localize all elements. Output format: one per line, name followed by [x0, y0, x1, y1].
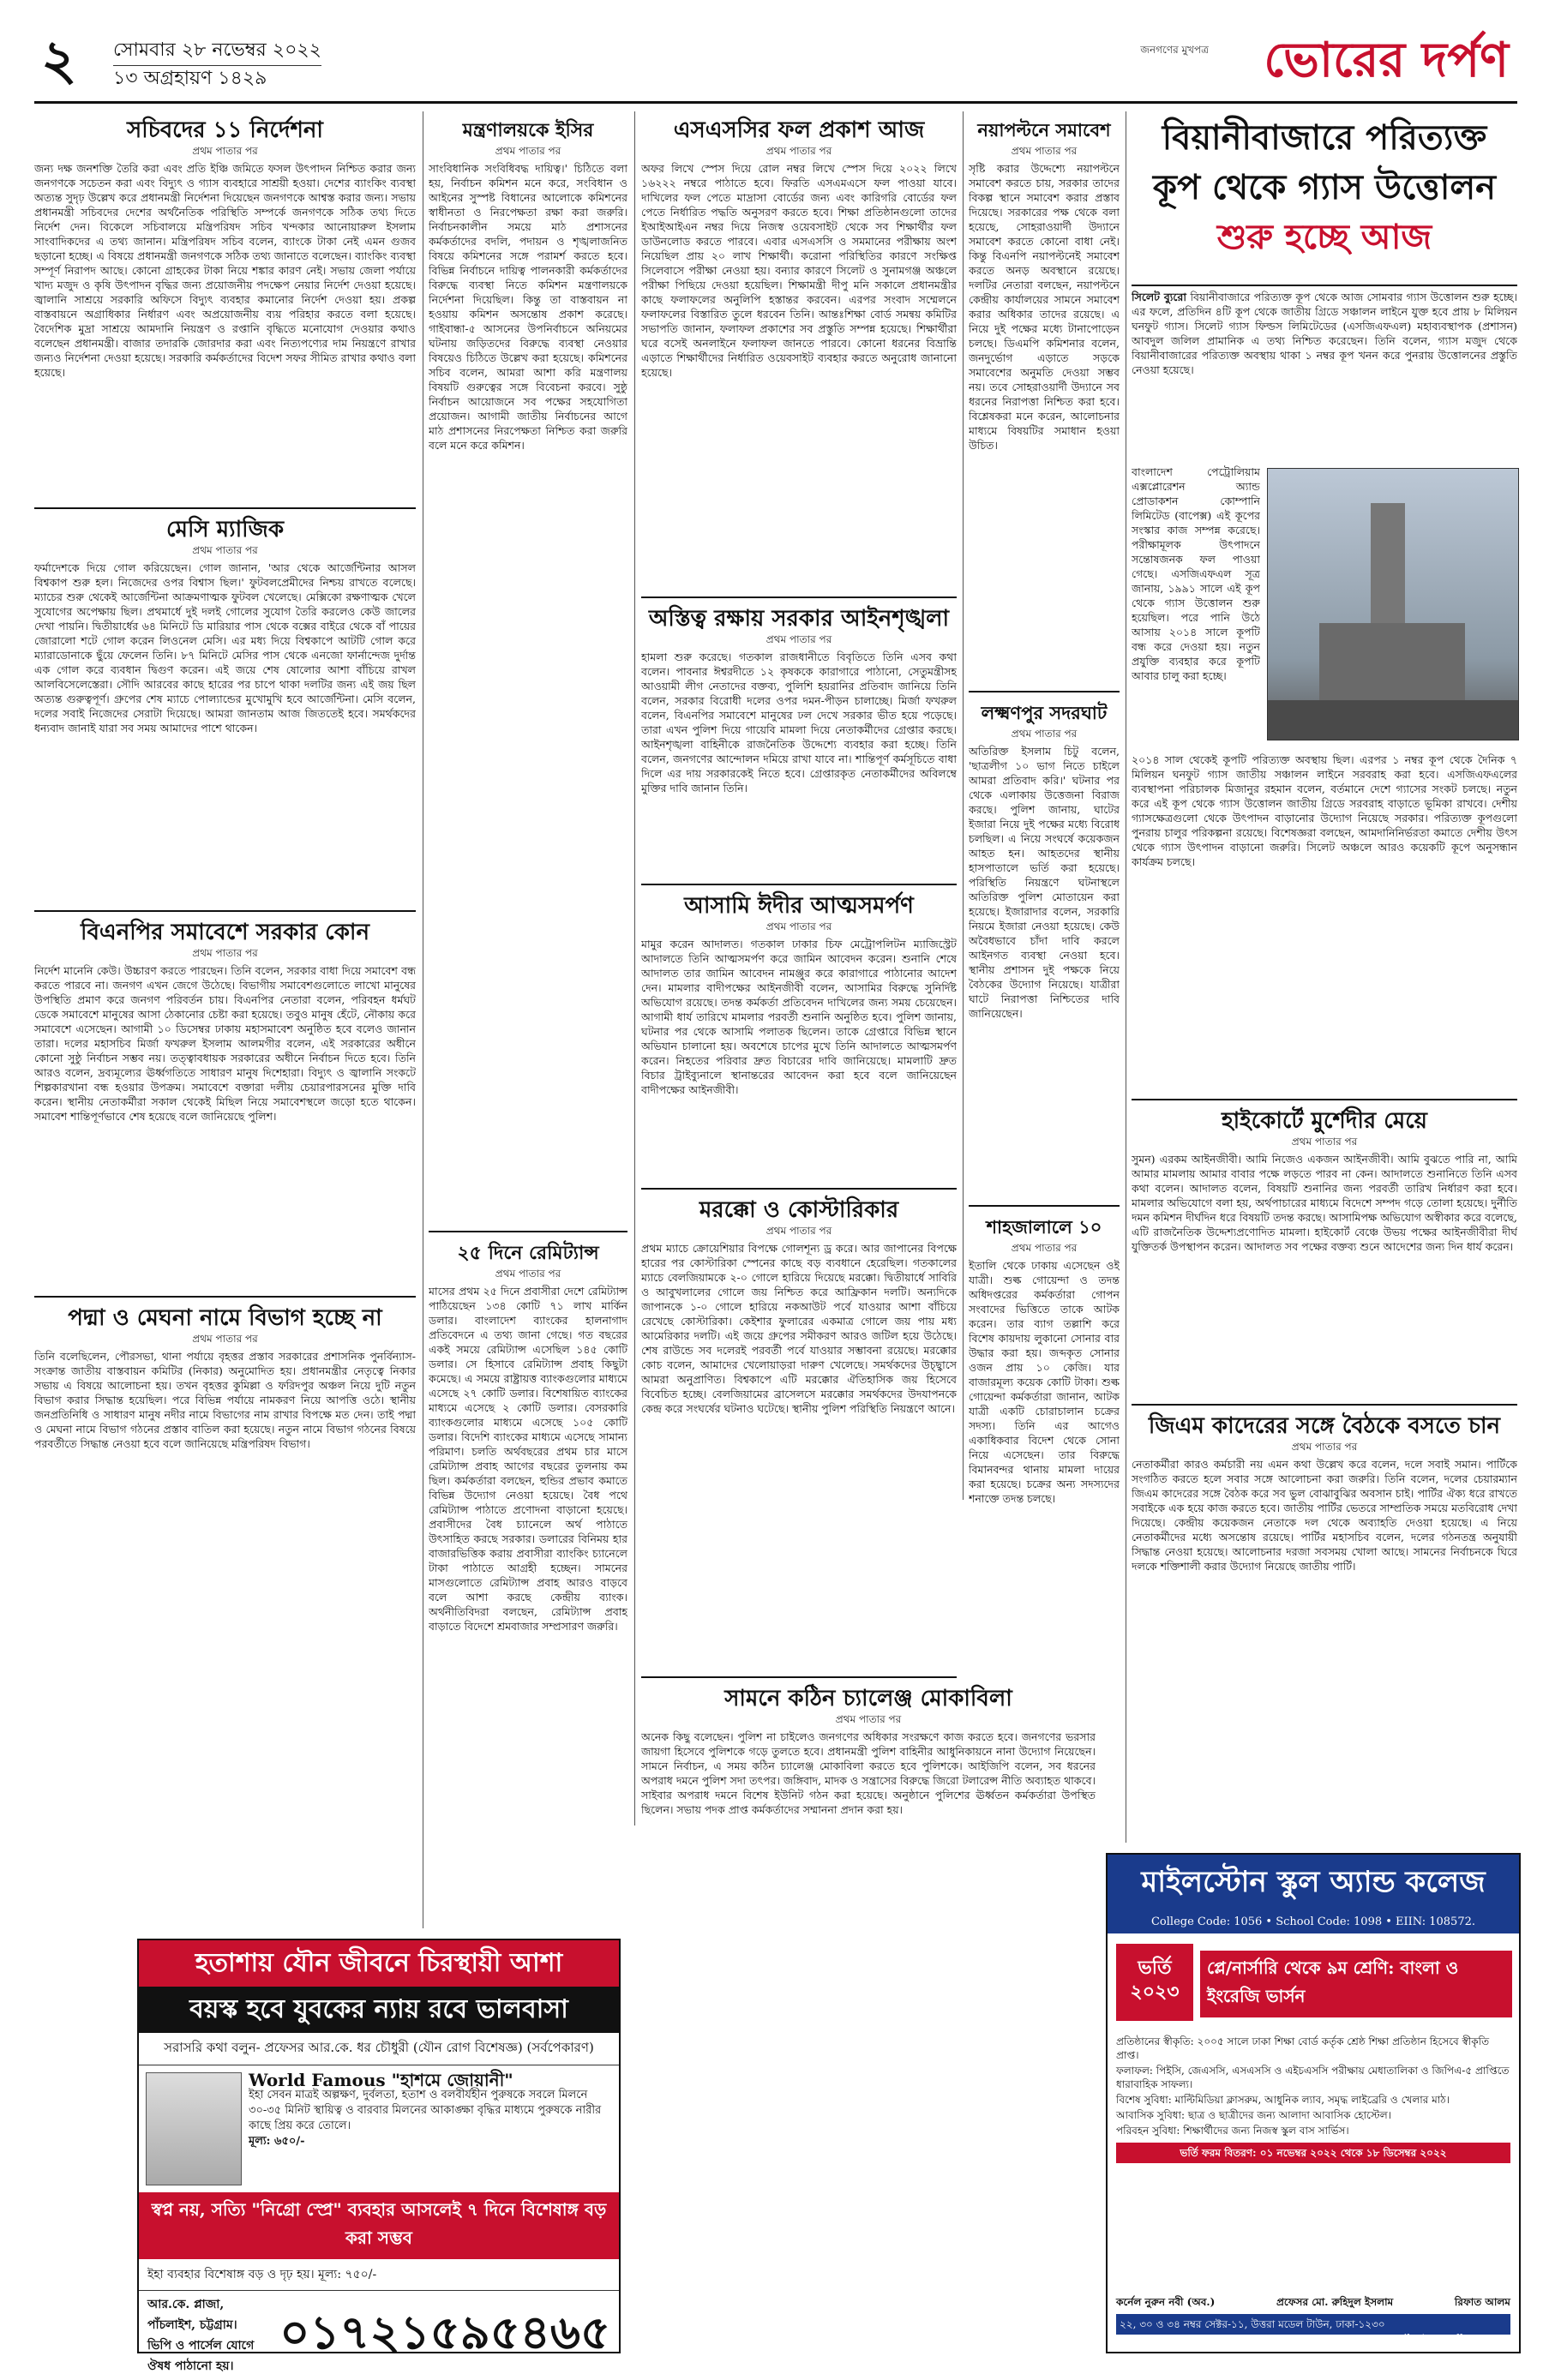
badge-line-1: ভর্তি: [1138, 1957, 1172, 1979]
section-rule: [969, 1205, 1120, 1207]
continued-label: প্রথম পাতার পর: [1291, 1136, 1358, 1148]
continued-label: প্রথম পাতার পর: [495, 1268, 561, 1280]
continued-label: প্রথম পাতার পর: [765, 145, 832, 157]
article-body: মাসের প্রথম ২৫ দিনে প্রবাসীরা দেশে রেমিট্যান্স পাঠিয়েছেন ১৩৪ কোটি ৭১ লাখ মার্কিন ডলার। বাংলাদেশ ব্যাংকের হালনাগাদ প্রতিবেদনে এ তথ্য জানা গেছে। গত বছরের একই সময়ে রেমিট্যান্স এসেছিল ১৪৫ কোটি ডলার। সে হিসাবে রেমিট্যান্স প্রবাহ কিছুটা কমেছে। এ সময়ে রাষ্ট্রায়ত্ত ব্যাংকগুলোর মাধ্যমে এসেছে ২৭ কোটি ডলার। বিশেষায়িত ব্যাংকের মাধ্যমে এসেছে ২ কোটি ডলার। বেসরকারি ব্যাংকগুলোর মাধ্যমে এসেছে ১০৫ কোটি ডলার। বিদেশি ব্যাংকের মাধ্যমে এসেছে সামান্য পরিমাণ। চলতি অর্থবছরের প্রথম চার মাসে রেমিট্যান্স প্রবাহ আগের বছরের তুলনায় কম ছিল। কর্মকর্তারা বলছেন, হুন্ডির প্রভাব কমাতে বিভিন্ন উদ্যোগ নেওয়া হয়েছে। বৈধ পথে রেমিট্যান্স পাঠাতে প্রণোদনা বাড়ানো হয়েছে। প্রবাসীদের বৈধ চ্যানেলে অর্থ পাঠাতে উৎসাহিত করছে সরকার। ডলারের বিনিময় হার বাজারভিত্তিক করায় প্রবাসীরা ব্যাংকিং চ্যানেলে টাকা পাঠাতে আগ্রহী হচ্ছেন। সামনের মাসগুলোতে রেমিট্যান্স প্রবাহ আরও বাড়বে বলে আশা করছে কেন্দ্রীয় ব্যাংক। অর্থনীতিবিদরা বলছেন, রেমিট্যান্স প্রবাহ বাড়াতে বিদেশে শ্রমবাজার সম্প্রসারণ জরুরি।: [429, 1285, 627, 1633]
ad-price: মূল্য: ৬৫০/-: [249, 2135, 305, 2148]
column-divider: [963, 111, 964, 1500]
headline: আসামি ঈদীর আত্মসমর্পণ: [684, 893, 914, 919]
continued-label: প্রথম পাতার পর: [192, 145, 258, 157]
article-existence: [641, 602, 957, 880]
section-rule: [34, 507, 416, 509]
headline: শাহজালালে ১০: [986, 1216, 1102, 1238]
headline: হাইকোর্টে মুর্শেদীর মেয়ে: [1221, 1108, 1428, 1134]
article-jimmy: [1132, 1409, 1517, 1842]
article-morocco: [641, 1193, 957, 1673]
article-murshed: [1132, 1104, 1517, 1400]
school-points: [1116, 2035, 1510, 2165]
article-body: বিয়ানীবাজারে পরিত্যক্ত কূপ থেকে আজ সোমবার গ্যাস উত্তোলন শুরু হচ্ছে। এর ফলে, প্রতিদিন ৪টি কূপ থেকে জাতীয় গ্রিডে সঞ্চালন লাইনে যুক্ত হবে প্রায় ৮ মিলিয়ন ঘনফুট গ্যাস। সিলেট গ্যাস ফিল্ডস লিমিটেডের (এসজিএফএল) মহাব্যবস্থাপক (প্রশাসন) আবদুল জলিল প্রামানিক এ তথ্য নিশ্চিত করেছেন। তিনি বলেন, গ্যাস মজুদ থেকে বিয়ানীবাজারের পরিত্যক্ত অবস্থায় থাকা ১ নম্বর কূপ খনন করে পুনরায় উত্তোলনের প্রস্তুতি নেওয়া হয়েছে।: [1132, 291, 1517, 376]
article-gas-side: [1132, 465, 1260, 747]
column-divider: [634, 111, 635, 1825]
section-rule: [34, 1296, 416, 1298]
lead-headline-block: [1132, 113, 1517, 286]
article-secretaries: [34, 113, 416, 503]
school-point: বিশেষ সুবিধা: মাল্টিমিডিয়া ক্লাসরুম, আধুনিক ল্যাব, সমৃদ্ধ লাইব্রেরি ও খেলার মাঠ।: [1116, 2094, 1450, 2106]
article-body: বাংলাদেশ পেট্রোলিয়াম এক্সপ্লোরেশন অ্যান্ড প্রোডাকশন কোম্পানি লিমিটেড (বাপেক্স) এই কূপের সংস্কার কাজ সম্পন্ন করেছে। পরীক্ষামূলক উৎপাদনে সন্তোষজনক ফল পাওয়া গেছে। এসজিএফএল সূত্র জানায়, ১৯৯১ সালে এই কূপ থেকে গ্যাস উত্তোলন শুরু হয়েছিল। পরে পানি উঠে আসায় ২০১৪ সালে কূপটি বন্ধ করে দেওয়া হয়। নতুন প্রযুক্তি ব্যবহার করে কূপটি আবার চালু করা হচ্ছে।: [1132, 465, 1260, 682]
continued-label: প্রথম পাতার পর: [192, 544, 258, 556]
section-rule: [1132, 1404, 1517, 1406]
headline: পদ্মা ও মেঘনা নামে বিভাগ হচ্ছে না: [68, 1305, 382, 1331]
headline: অস্তিত্ব রক্ষায় সরকার আইনশৃঙ্খলা: [648, 606, 950, 632]
school-address: [1116, 2314, 1510, 2344]
article-body: প্রথম ম্যাচে ক্রোয়েশিয়ার বিপক্ষে গোলশূন্য ড্র করে। আর জাপানের বিপক্ষে হারের পর কোস্টারিকা স্পেনের কাছে বড় ব্যবধানে হেরেছিল। গতকালের ম্যাচে বেলজিয়ামকে ২-০ গোলে হারিয়ে দিয়েছে মরক্কো। দ্বিতীয়ার্ধে সাবিরি ও আবুখলালের গোলে জয় নিশ্চিত করে আফ্রিকান দলটি। অন্যদিকে জাপানকে ১-০ গোলে হারিয়ে নকআউট পর্বে যাওয়ার আশা বাঁচিয়ে রেখেছে কোস্টারিকা। কেইশার ফুলারের একমাত্র গোলে জয় পায় মধ্য আমেরিকার দলটি। এই জয়ে গ্রুপের সমীকরণ আরও জটিল হয়ে উঠেছে। শেষ রাউন্ডে সব দলেরই পরবর্তী পর্বে যাওয়ার সম্ভাবনা রয়েছে। মরক্কোর কোচ বলেন, আমাদের খেলোয়াড়রা দারুণ খেলেছে। সমর্থকদের উচ্ছ্বাসে আমরা অনুপ্রাণিত। বিশ্বকাপে এটি মরক্কোর ঐতিহাসিক জয় হিসেবে বিবেচিত হচ্ছে। বেলজিয়ামের ব্রাসেলসে মরক্কোর সমর্থকদের উদযাপনকে কেন্দ্র করে সংঘর্ষের ঘটনাও ঘটেছে। স্থানীয় পুলিশ পরিস্থিতি নিয়ন্ত্রণে আনে।: [641, 1242, 957, 1415]
school-codes: College Code: 1056 • School Code: 1098 • EIIN: 108572.: [1108, 1914, 1519, 1933]
ad-address: আর.কে. প্লাজা, পাঁচলাইশ, চট্টগ্রাম।: [147, 2298, 237, 2332]
section-rule: [969, 691, 1120, 692]
program-banner: প্লে/নার্সারি থেকে ৯ম শ্রেণি: বাংলা ও ইংরেজি ভার্সন: [1200, 1951, 1512, 2017]
article-body: জন্য দক্ষ জনশক্তি তৈরি করা এবং প্রতি ইঞ্চি জমিতে ফসল উৎপাদন নিশ্চিত করার জন্য জনগণকে সচেতন করা এবং বিদ্যুৎ ও গ্যাস ব্যবহারে সাশ্রয়ী হওয়া। দেশের ব্যাংকিং ব্যবস্থা অত্যন্ত সুদৃঢ় উল্লেখ করে প্রধানমন্ত্রী নির্দেশনা দিয়েছেন জনগণকে আশ্বস্ত করার জন্য। সভায় প্রধানমন্ত্রী সচিবদের দেশের অর্থনৈতিক পরিস্থিতি সম্পর্কে জনগণকে সঠিক তথ্য দিতে নির্দেশ দেন। বিকেলে সচিবালয়ে মন্ত্রিপরিষদ সচিব খন্দকার আনোয়ারুল ইসলাম সাংবাদিকদের এ তথ্য জানান। মন্ত্রিপরিষদ সচিব বলেন, ব্যাংকে টাকা নেই এমন গুজব ছড়ানো হচ্ছে। এ বিষয়ে প্রধানমন্ত্রী জনগণকে সঠিক তথ্য জানাতে বলেছেন। ব্যাংকিং ব্যবস্থা সম্পূর্ণ নিরাপদ আছে। কোনো গ্রাহকের টাকা নিয়ে শঙ্কার কারণ নেই। সভায় জেলা পর্যায়ে খাদ্য মজুদ ও কৃষি উৎপাদন বৃদ্ধির জন্য প্রয়োজনীয় পদক্ষেপ নেয়ার নির্দেশ দেওয়া হয়েছে। জ্বালানি সাশ্রয়ে সরকারি অফিসে বিদ্যুৎ ব্যবহার কমানোর নির্দেশ দেওয়া হয়। প্রকল্প বাস্তবায়নে অগ্রাধিকার নির্ধারণ এবং অপ্রয়োজনীয় ব্যয় পরিহার করতে বলা হয়েছে। বৈদেশিক মুদ্রা সাশ্রয়ে আমদানি নিয়ন্ত্রণ ও রপ্তানি বৃদ্ধিতে মনোযোগ দেওয়ার কথাও বলেছেন প্রধানমন্ত্রী। বাজার তদারকি জোরদার করা এবং নিত্যপণ্যের দাম নিয়ন্ত্রণে রাখার জন্যও নির্দেশনা দেওয়া হয়েছে। সরকারি কর্মকর্তাদের বিদেশ সফর সীমিত রাখার কথাও বলা হয়েছে।: [34, 162, 416, 379]
ad-product-desc: ইহা সেবন মাত্রই অল্পক্ষণ, দুর্বলতা, হতাশ ও বলবীর্যহীন পুরুষকে সবলে মিলনে ৩০-৩৫ মিনিট স্থায়িত্ব ও বারবার মিলনের আকাঙ্ক্ষা বৃদ্ধির মাধ্যমে পুরুষকে নারীর কাছে প্রিয় করে তোলে।: [249, 2089, 602, 2132]
article-messi: [34, 513, 416, 907]
section-rule: [34, 910, 416, 912]
section-rule: [641, 596, 957, 598]
section-rule: [1132, 1099, 1517, 1100]
article-asami: [641, 889, 957, 1184]
ad-address-block: [147, 2294, 271, 2377]
headline: মরক্কো ও কোস্টারিকার: [699, 1197, 899, 1223]
headline: লক্ষ্মণপুর সদরঘাট: [981, 702, 1108, 723]
badge-line-2: ২০২৩: [1130, 1981, 1180, 2003]
article-padma: [34, 1301, 416, 1558]
article-body: অফর লিখে স্পেস দিয়ে রোল নম্বর লিখে স্পেস দিয়ে ২০২২ লিখে ১৬২২২ নম্বরে পাঠাতে হবে। ফিরতি এসএমএসে ফল পাওয়া যাবে। দাখিলের ফল পেতে মাদ্রাসা বোর্ডের জন্য এবং কারিগরি বোর্ডের ফল পেতে নির্ধারিত পদ্ধতি অনুসরণ করতে হবে। শিক্ষা প্রতিষ্ঠানগুলো তাদের ইআইআইএন নম্বর দিয়ে নিজস্ব ওয়েবসাইট থেকে সব শিক্ষার্থীর ফল ডাউনলোড করতে পারবে। এবার এসএসসি ও সমমানের পরীক্ষায় অংশ নিয়েছিল প্রায় ২০ লাখ শিক্ষার্থী। করোনা পরিস্থিতির কারণে সংক্ষিপ্ত সিলেবাসে পরীক্ষা নেওয়া হয়। বন্যার কারণে সিলেট ও সুনামগঞ্জ অঞ্চলে পরীক্ষা পিছিয়ে দেওয়া হয়েছিল। শিক্ষামন্ত্রী দীপু মনি সকালে প্রধানমন্ত্রীর কাছে ফলাফলের অনুলিপি হস্তান্তর করবেন। এরপর সংবাদ সম্মেলনে ফলাফলের বিস্তারিত তুলে ধরবেন তিনি। আন্তঃশিক্ষা বোর্ড সমন্বয় কমিটির সভাপতি জানান, ফলাফল প্রকাশের সব প্রস্তুতি সম্পন্ন হয়েছে। শিক্ষার্থীরা ঘরে বসেই অনলাইনে ফলাফল জানতে পারবে। কোনো ধরনের বিভ্রান্তি এড়াতে শিক্ষার্থীদের নির্ধারিত ওয়েবসাইট ব্যবহার করতে অনুরোধ জানানো হয়েছে।: [641, 162, 957, 379]
school-footer: [1116, 2295, 1510, 2345]
plant-shape: [1319, 623, 1465, 700]
ad-headline-2: বয়স্ক হবে যুবকের ন্যায় রবে ভালবাসা: [139, 1987, 619, 2033]
article-laxmipur: [969, 696, 1120, 1202]
headline: নয়াপল্টনে সমাবেশ: [977, 119, 1111, 141]
article-body: হামলা শুরু করেছে। গতকাল রাজধানীতে বিবৃতিতে তিনি এসব কথা বলেন। পাবনার ঈশ্বরদীতে ১২ কৃষককে কারাগারে পাঠানো, সেতুমন্ত্রীসহ আওয়ামী লীগ নেতাদের বক্তব্য, পুলিশি হয়রানির প্রতিবাদ জানিয়ে তিনি বলেন, সরকার বিরোধী দলের ওপর দমন-পীড়ন চালাচ্ছে। মির্জা ফখরুল বলেন, বিএনপির সমাবেশে মানুষের ঢল দেখে সরকার ভীত হয়ে পড়েছে। তারা এখন পুলিশ দিয়ে গায়েবি মামলা দিয়ে নেতাকর্মীদের গ্রেপ্তার করছে। আইনশৃঙ্খলা বাহিনীকে রাজনৈতিক উদ্দেশ্যে ব্যবহার করা হচ্ছে। তিনি বলেন, জনগণের আন্দোলন দমিয়ে রাখা যাবে না। শান্তিপূর্ণ কর্মসূচিতে বাধা দিলে এর দায় সরকারকেই নিতে হবে। গ্রেপ্তারকৃত নেতাকর্মীদের অবিলম্বে মুক্তির দাবি জানান তিনি।: [641, 650, 957, 794]
admission-badge: [1116, 1944, 1193, 2021]
article-rally: [969, 113, 1120, 687]
ad-band: স্বপ্ন নয়, সত্যি "নিগ্রো স্প্রে" ব্যবহার আসলেই ৭ দিনে বিশেষাঙ্গ বড় করা সম্ভব: [139, 2192, 619, 2259]
article-body: তিনি বলেছিলেন, পৌরসভা, থানা পর্যায়ে বৃহত্তর প্রস্তাব সরকারের প্রশাসনিক পুনর্বিন্যাস-সংক্রান্ত জাতীয় বাস্তবায়ন কমিটির (নিকার) অনুমোদিত হয়। প্রধানমন্ত্রীর নেতৃত্বে নিকার সভায় এ বিষয়ে আলোচনা হয়। তখন বৃহত্তর কুমিল্লা ও ফরিদপুর অঞ্চল নিয়ে দুটি নতুন বিভাগ করার সিদ্ধান্ত হয়েছিল। পরে বিভিন্ন পর্যায়ে নামকরণ নিয়ে আপত্তি ওঠে। স্থানীয় জনপ্রতিনিধি ও সাধারণ মানুষ নদীর নামে বিভাগের নাম রাখার বিপক্ষে মত দেন। তাই পদ্মা ও মেঘনা নামে বিভাগ গঠনের প্রস্তাব বাতিল করা হয়েছে। নতুন নামে বিভাগ গঠনের বিষয়ে পরবর্তীতে সিদ্ধান্ত নেওয়া হবে বলে জানিয়েছে মন্ত্রিপরিষদ বিভাগ।: [34, 1350, 416, 1450]
headline: মন্ত্রণালয়কে ইসির: [462, 119, 594, 141]
article-ssc-result: [641, 113, 957, 593]
contacts-row: [1116, 2295, 1510, 2309]
date-bengali: ১৩ অগ্রহায়ণ ১৪২৯: [113, 68, 267, 89]
headline: মেসি ম্যাজিক: [165, 517, 285, 543]
article-body: সৃষ্টি করার উদ্দেশ্যে নয়াপল্টনে সমাবেশ করতে চায়, সরকার তাদের বিকল্প স্থানে সমাবেশ করার প্রস্তাব দিয়েছে। সরকারের পক্ষ থেকে বলা হয়েছে, সোহরাওয়ার্দী উদ্যানে সমাবেশ করতে কোনো বাধা নেই। কিন্তু বিএনপি নয়াপল্টনেই সমাবেশ করতে অনড় অবস্থানে রয়েছে। দলটির নেতারা বলছেন, নয়াপল্টনে কেন্দ্রীয় কার্যালয়ের সামনে সমাবেশ করার অধিকার তাদের রয়েছে। এ নিয়ে দুই পক্ষের মধ্যে টানাপোড়েন চলছে। ডিএমপি কমিশনার বলেন, জনদুর্ভোগ এড়াতে সড়কে সমাবেশের অনুমতি দেওয়া সম্ভব নয়। তবে সোহরাওয়ার্দী উদ্যানে সব ধরনের নিরাপত্তা নিশ্চিত করা হবে। বিশ্লেষকরা মনে করেন, আলোচনার মাধ্যমে বিষয়টির সমাধান হওয়া উচিত।: [969, 162, 1120, 452]
gas-field-photo: [1267, 468, 1519, 740]
article-bnp: [34, 915, 416, 1292]
page-number: ২: [41, 28, 77, 93]
article-challenge: [641, 1682, 1096, 1930]
date-block: [113, 38, 321, 92]
continued-label: প্রথম পাতার পর: [765, 633, 832, 645]
headline: বিএনপির সমাবেশে সরকার কোন: [81, 920, 369, 945]
ad-product-title: World Famous "হাশমে জোয়ানী": [249, 2070, 513, 2090]
article-body: ইতালি থেকে ঢাকায় এসেছেন ওই যাত্রী। শুল্ক গোয়েন্দা ও তদন্ত অধিদপ্তরের কর্মকর্তারা গোপন সংবাদের ভিত্তিতে তাকে আটক করেন। তার ব্যাগ তল্লাশি করে বিশেষ কায়দায় লুকানো সোনার বার উদ্ধার করা হয়। জব্দকৃত সোনার ওজন প্রায় ১০ কেজি। যার বাজারমূল্য কয়েক কোটি টাকা। শুল্ক গোয়েন্দা কর্মকর্তারা জানান, আটক যাত্রী একটি চোরাচালান চক্রের সদস্য। তিনি এর আগেও একাধিকবার বিদেশ থেকে সোনা নিয়ে এসেছেন। তার বিরুদ্ধে বিমানবন্দর থানায় মামলা দায়ের করা হয়েছে। চক্রের অন্য সদস্যদের শনাক্তে তদন্ত চলছে।: [969, 1259, 1120, 1505]
contact-person: কর্নেল নুরুন নবী (অব.): [1116, 2296, 1216, 2308]
section-rule: [641, 1676, 957, 1678]
health-advertisement[interactable]: [137, 1939, 621, 2373]
ad-shipping: ভিপি ও পার্সেল যোগে ঔষধ পাঠানো হয়।: [147, 2339, 255, 2373]
article-body: নেতাকর্মীরা কারও কর্মচারী নয় এমন কথা উল্লেখ করে বলেন, দলে সবাই সমান। পার্টিকে সংগঠিত করতে হলে সবার সঙ্গে আলোচনা করা জরুরি। তিনি বলেন, দলের চেয়ারম্যান জিএম কাদেরের সঙ্গে বৈঠক করে সব ভুল বোঝাবুঝির অবসান চাই। পার্টির ঐক্য ধরে রাখতে সবাইকে এক হয়ে কাজ করতে হবে। জাতীয় পার্টির ভেতরে সাম্প্রতিক সময়ে মতবিরোধ দেখা দিয়েছে। কেন্দ্রীয় কয়েকজন নেতাকে দল থেকে অব্যাহতি দেওয়া হয়েছে। এ নিয়ে নেতাকর্মীদের মধ্যে অসন্তোষ রয়েছে। পার্টির মহাসচিব বলেন, দলের গঠনতন্ত্র অনুযায়ী সিদ্ধান্ত নেওয়া হয়েছে। আলোচনার দরজা সবসময় খোলা আছে। সামনের নির্বাচনকে ঘিরে দলকে শক্তিশালী করার উদ্যোগ নিয়েছে জাতীয় পার্টি।: [1132, 1458, 1517, 1573]
school-point: আবাসিক সুবিধা: ছাত্র ও ছাত্রীদের জন্য আলাদা আবাসিক হোস্টেল।: [1116, 2109, 1391, 2121]
continued-label: প্রথম পাতার পর: [1011, 1242, 1078, 1254]
headline: সচিবদের ১১ নির্দেশনা: [127, 117, 323, 143]
school-admission-advertisement[interactable]: [1106, 1853, 1521, 2353]
continued-label: প্রথম পাতার পর: [765, 1225, 832, 1237]
article-body: অতিরিক্ত ইসলাম চিটু বলেন, 'ছাত্রলীগ ১০ ভাগ নিতে চাইলে আমরা প্রতিবাদ করি।' ঘটনার পর থেকে এলাকায় উত্তেজনা বিরাজ করছে। পুলিশ জানায়, ঘাটের ইজারা নিয়ে দুই পক্ষের মধ্যে বিরোধ চলছিল। এ নিয়ে সংঘর্ষে কয়েকজন আহত হন। আহতদের স্থানীয় হাসপাতালে ভর্তি করা হয়েছে। পরিস্থিতি নিয়ন্ত্রণে ঘটনাস্থলে অতিরিক্ত পুলিশ মোতায়েন করা হয়েছে। ইজারাদার বলেন, সরকারি নিয়মে ইজারা নেওয়া হয়েছে। কেউ অবৈধভাবে চাঁদা দাবি করলে আইনগত ব্যবস্থা নেওয়া হবে। স্থানীয় প্রশাসন দুই পক্ষকে নিয়ে বৈঠকের উদ্যোগ নিয়েছে। যাত্রীরা ঘাটে নিরাপত্তা নিশ্চিতের দাবি জানিয়েছেন।: [969, 745, 1120, 1020]
ground-shape: [1268, 700, 1518, 740]
brand-tagline: জনগণের মুখপত্র: [1140, 44, 1209, 56]
article-gas-bottom: [1132, 752, 1517, 1095]
section-rule: [641, 1188, 957, 1190]
school-point: ফলাফল: পিইসি, জেএসসি, এসএসসি ও এইচএসসি পরীক্ষায় মেধাতালিকা ও জিপিএ-৫ প্রাপ্তিতে ধারাবাহিক সাফল্য।: [1116, 2065, 1510, 2090]
doctor-photo: [146, 2072, 242, 2185]
continued-label: প্রথম পাতার পর: [495, 145, 561, 157]
brand-logo: ভোরের দর্পণ: [1264, 32, 1509, 88]
article-body: সুমন) এরকম আইনজীবী। আমি নিজেও একজন আইনজীবী। আমি বুঝতে পারি না, আমি আমার মামলায় আমার বাবার পক্ষে লড়তে পারব না কেন। আদালতে শুনানিতে তিনি এসব কথা বলেন। আদালত বলেন, বিষয়টি শুনানির জন্য পরবর্তী তারিখ নির্ধারণ করা হবে। মামলার অভিযোগে বলা হয়, অর্থপাচারের মাধ্যমে বিদেশে সম্পদ গড়ে তোলা হয়েছে। দুর্নীতি দমন কমিশন দীর্ঘদিন ধরে বিষয়টি তদন্ত করছে। আসামিপক্ষ অভিযোগ অস্বীকার করে বলেছে, এটি রাজনৈতিক উদ্দেশ্যপ্রণোদিত মামলা। হাইকোর্ট বেঞ্চে উভয় পক্ষের আইনজীবীরা দীর্ঘ যুক্তিতর্ক উপস্থাপন করেন। আদালত সব পক্ষের বক্তব্য শুনে আদেশের জন্য দিন ধার্য করেন।: [1132, 1153, 1517, 1253]
continued-label: প্রথম পাতার পর: [192, 947, 258, 959]
school-website[interactable]: www.milestonecollege.com: [1365, 2332, 1507, 2344]
continued-label: প্রথম পাতার পর: [765, 920, 832, 932]
article-body: ২০১৪ সাল থেকেই কূপটি পরিত্যক্ত অবস্থায় ছিল। এরপর ১ নম্বর কূপ থেকে দৈনিক ৭ মিলিয়ন ঘনফুট গ্যাস জাতীয় সঞ্চালন লাইনে সরবরাহ করা হবে। এসজিএফএলের ব্যবস্থাপনা পরিচালক মিজানুর রহমান বলেন, বর্তমানে দেশে গ্যাসের সংকট চলছে। নতুন করে এই কূপ থেকে গ্যাস উত্তোলন জাতীয় গ্রিডে সরবরাহ বাড়াতে ভূমিকা রাখবে। দেশীয় গ্যাসক্ষেত্রগুলো থেকে উৎপাদন বাড়ানোর উদ্যোগ নিয়েছে সরকার। পরিত্যক্ত কূপগুলো পুনরায় চালুর পরিকল্পনা রয়েছে। বিশেষজ্ঞরা বলছেন, আমদানিনির্ভরতা কমাতে দেশীয় উৎস থেকে গ্যাস উৎপাদন বাড়ানো জরুরি। সিলেট অঞ্চলে আরও কয়েকটি কূপে অনুসন্ধান কার্যক্রম চলছে।: [1132, 753, 1517, 868]
article-body: নির্দেশ মানেনি কেউ। উচ্চারণ করতে পারছেন। তিনি বলেন, সরকার বাধা দিয়ে সমাবেশ বন্ধ করতে পারবে না। জনগণ এখন জেগে উঠেছে। বিভাগীয় সমাবেশগুলোতে লাখো মানুষের উপস্থিতি প্রমাণ করে জনগণ পরিবর্তন চায়। বিএনপির নেতারা বলেন, পরিবহন ধর্মঘট ডেকে সমাবেশে মানুষের আসা ঠেকানোর চেষ্টা করা হয়েছে। তবুও মানুষ হেঁটে, নৌকায় করে সমাবেশে এসেছেন। আগামী ১০ ডিসেম্বর ঢাকায় মহাসমাবেশ অনুষ্ঠিত হবে বলেও জানান তারা। দলের মহাসচিব মির্জা ফখরুল ইসলাম আলমগীর বলেন, এই সরকারের অধীনে কোনো সুষ্ঠু নির্বাচন সম্ভব নয়। তত্ত্বাবধায়ক সরকারের অধীনে নির্বাচন দিতে হবে। তিনি আরও বলেন, দ্রব্যমূল্যের ঊর্ধ্বগতিতে সাধারণ মানুষ দিশেহারা। বিদ্যুৎ ও জ্বালানি সংকটে শিল্পকারখানা বন্ধ হওয়ার উপক্রম। সমাবেশে বক্তারা দলীয় চেয়ারপারসনের মুক্তি দাবি করেন। স্থানীয় নেতাকর্মীরা সকাল থেকেই মিছিল নিয়ে সমাবেশস্থলে জড়ো হতে থাকেন। সমাবেশ শান্তিপূর্ণভাবে শেষ হয়েছে বলে জানিয়েছে পুলিশ।: [34, 964, 416, 1123]
contact-person: প্রফেসর মো. রুহিদুল ইসলাম: [1276, 2296, 1394, 2308]
article-ministry: [429, 113, 627, 1227]
continued-label: প্রথম পাতার পর: [835, 1713, 902, 1725]
continued-label: প্রথম পাতার পর: [192, 1333, 258, 1345]
headline: সামনে কঠিন চ্যালেঞ্জ মোকাবিলা: [724, 1686, 1012, 1712]
article-remittance: [429, 1236, 627, 1896]
section-rule: [429, 1231, 627, 1232]
article-body: সাংবিধানিক সংবিধিবদ্ধ দায়িত্ব।' চিঠিতে বলা হয়, নির্বাচন কমিশন মনে করে, সংবিধান ও আইনের সুস্পষ্ট বিধানের আলোকে কমিশনের স্বাধীনতা ও নিরপেক্ষতা রক্ষা করা জরুরি। নির্বাচনকালীন সময়ে মাঠ প্রশাসনের কর্মকর্তাদের বদলি, পদায়ন ও শৃঙ্খলাজনিত বিষয়ে কমিশনের সঙ্গে পরামর্শ করতে হবে। বিভিন্ন নির্বাচনে দায়িত্ব পালনকারী কর্মকর্তাদের বিরুদ্ধে ব্যবস্থা নিতে কমিশন মন্ত্রণালয়কে নির্দেশনা দিয়েছিল। কিন্তু তা বাস্তবায়ন না হওয়ায় কমিশন অসন্তোষ প্রকাশ করেছে। গাইবান্ধা-৫ আসনের উপনির্বাচনে অনিয়মের ঘটনায় জড়িতদের বিরুদ্ধে ব্যবস্থা নেওয়ার বিষয়েও চিঠিতে উল্লেখ করা হয়েছে। কমিশনের সচিব বলেন, আমরা আশা করি মন্ত্রণালয় বিষয়টি গুরুত্বের সঙ্গে বিবেচনা করবে। সুষ্ঠু নির্বাচন আয়োজনে সব পক্ষের সহযোগিতা প্রয়োজন। আগামী জাতীয় নির্বাচনের আগে মাঠ প্রশাসনের নিরপেক্ষতা নিশ্চিত করা জরুরি বলে মনে করে কমিশন।: [429, 162, 627, 452]
article-body: অনেক কিছু বলেছেন। পুলিশ না চাইলেও জনগণের অধিকার সংরক্ষণে কাজ করতে হবে। জনগণের ভরসার জায়গা হিসেবে পুলিশকে গড়ে তুলতে হবে। প্রধানমন্ত্রী পুলিশ বাহিনীর আধুনিকায়নে নানা উদ্যোগ নিয়েছেন। সামনে নির্বাচন, এ সময় কঠিন চ্যালেঞ্জ মোকাবিলা করতে হবে পুলিশকে। আইজিপি বলেন, সব ধরনের অপরাধ দমনে পুলিশ সদা তৎপর। জঙ্গিবাদ, মাদক ও সন্ত্রাসের বিরুদ্ধে জিরো টলারেন্স নীতি অব্যাহত থাকবে। সাইবার অপরাধ দমনে বিশেষ ইউনিট গঠন করা হয়েছে। অনুষ্ঠানে পুলিশের ঊর্ধ্বতন কর্মকর্তারা উপস্থিত ছিলেন। সভায় পদক প্রাপ্ত কর্মকর্তাদের সম্মাননা প্রদান করা হয়।: [641, 1730, 1096, 1816]
section-rule: [641, 884, 957, 885]
address-text: ২২, ৩০ ও ৩৪ নম্বর সেক্টর-১১, উত্তরা মডেল টাউন, ঢাকা-১২৩০: [1120, 2318, 1385, 2330]
date-gregorian: সোমবার ২৮ নভেম্বর ২০২২: [113, 38, 321, 66]
form-dates: ভর্তি ফরম বিতরণ: ০১ নভেম্বর ২০২২ থেকে ১৮ ডিসেম্বর ২০২২: [1116, 2143, 1510, 2163]
ad-consult-line: সরাসরি কথা বলুন- প্রফেসর আর.কে. ধর চৌধুরী (যৌন রোগ বিশেষজ্ঞ) (সর্বপেকারণ): [139, 2033, 619, 2065]
continued-label: প্রথম পাতার পর: [1011, 145, 1078, 157]
contact-person: রিফাত আলম: [1454, 2296, 1510, 2308]
ad-product-text: [249, 2072, 612, 2185]
headline: জিএম কাদেরের সঙ্গে বৈঠকে বসতে চান: [1148, 1413, 1501, 1439]
article-body: মামুর করেন আদালত। গতকাল ঢাকার চিফ মেট্রোপলিটন ম্যাজিস্ট্রেট আদালতে তিনি আত্মসমর্পণ করে জামিন আবেদন করেন। শুনানি শেষে আদালত তার জামিন আবেদন নামঞ্জুর করে কারাগারে পাঠানোর আদেশ দেন। মামলার বাদীপক্ষের আইনজীবী বলেন, আসামির বিরুদ্ধে সুনির্দিষ্ট অভিযোগ রয়েছে। তদন্ত কর্মকর্তা প্রতিবেদন দাখিলের জন্য সময় চেয়েছেন। আগামী ধার্য তারিখে মামলার পরবর্তী শুনানি অনুষ্ঠিত হবে। পুলিশ জানায়, ঘটনার পর থেকে আসামি পলাতক ছিলেন। তাকে গ্রেপ্তারে বিভিন্ন স্থানে অভিযান চালানো হয়। অবশেষে চাপের মুখে তিনি আদালতে আত্মসমর্পণ করেন। নিহতের পরিবার দ্রুত বিচারের দাবি জানিয়েছে। মামলাটি দ্রুত বিচার ট্রাইব্যুনালে স্থানান্তরের আবেদন করা হবে বলে জানিয়েছেন বাদীপক্ষের আইনজীবী।: [641, 938, 957, 1096]
headline: ২৫ দিনে রেমিট্যান্স: [457, 1242, 599, 1264]
lead-headline-line-1: বিয়ানীবাজারে পরিত্যক্ত: [1162, 117, 1487, 158]
article-shahjalal: [969, 1210, 1120, 1673]
article-gas-top: [1132, 290, 1517, 461]
continued-label: প্রথম পাতার পর: [1291, 1441, 1358, 1453]
ad-spray-note: ইহা ব্যবহার বিশেষাঙ্গ বড় ও দৃঢ় হয়। মূল্য: ৭৫০/-: [147, 2268, 377, 2281]
ad-product-row: [139, 2065, 619, 2192]
dateline: সিলেট ব্যুরো: [1132, 291, 1186, 303]
continued-label: প্রথম পাতার পর: [1011, 728, 1078, 740]
ad-phone-number[interactable]: ০১৭২১৫৯৫৪৬৫: [279, 2305, 610, 2359]
ad-contact-row: [139, 2290, 619, 2380]
school-point: পরিবহন সুবিধা: শিক্ষার্থীদের জন্য নিজস্ব স্কুল বাস সার্ভিস।: [1116, 2125, 1349, 2137]
school-name: মাইলস্টোন স্কুল অ্যান্ড কলেজ: [1108, 1855, 1519, 1914]
school-point: প্রতিষ্ঠানের স্বীকৃতি: ২০০৫ সালে ঢাকা শিক্ষা বোর্ড কর্তৃক শ্রেষ্ঠ শিক্ষা প্রতিষ্ঠান হিসেবে স্বীকৃতি প্রাপ্ত।: [1116, 2035, 1490, 2061]
lead-headline-line-3: শুরু হচ্ছে আজ: [1216, 217, 1432, 257]
masthead: [34, 26, 1517, 104]
ad-headline-1: হতাশায় যৌন জীবনে চিরস্থায়ী আশা: [139, 1940, 619, 1987]
headline: এসএসসির ফল প্রকাশ আজ: [673, 117, 925, 143]
article-body: ফর্মাদেশকে দিয়ে গোল করিয়েছেন। গোল জানান, 'আর থেকে আর্জেন্টিনার আসল বিশ্বকাপ শুরু হল। নিজেদের ওপর বিশ্বাস ছিল।' ফুটবলপ্রেমীদের নিশ্চয় রাখতে বলেছে। ম্যাচের শুরু থেকেই আর্জেন্টিনা আক্রমণাত্মক ফুটবল খেলেছে। মেক্সিকো রক্ষণাত্মক খেলে সুযোগের অপেক্ষায় ছিল। প্রথমার্ধে দুই দলই গোলের সুযোগ তৈরি করলেও কেউ জালের দেখা পায়নি। দ্বিতীয়ার্ধের ৬৪ মিনিটে ডি মারিয়ার পাস থেকে বক্সের বাইরে থেকে বাঁ পায়ের জোরালো শটে গোল করেন লিওনেল মেসি। এর মধ্য দিয়ে বিশ্বকাপে আটটি গোল করে ম্যারাডোনাকে ছুঁয়ে ফেলেন তিনি। ৮৭ মিনিটে মেসির পাস থেকে এনজো ফার্নান্দেজ দুর্দান্ত এক গোল করে ব্যবধান দ্বিগুণ করেন। এই জয়ে শেষ ষোলোর আশা বাঁচিয়ে রাখল আলবিসেলেস্তেরা। সৌদি আরবের কাছে হারের পর চাপে থাকা দলটির জন্য এই জয় ছিল অত্যন্ত গুরুত্বপূর্ণ। গ্রুপের শেষ ম্যাচে পোল্যান্ডের মুখোমুখি হবে আর্জেন্টিনা। মেসি বলেন, দলের সবাই নিজেদের সেরাটা দিয়েছে। আমরা জানতাম আজ জিততেই হবে। সমর্থকদের ধন্যবাদ জানাই যারা সব সময় আমাদের পাশে থাকেন।: [34, 561, 416, 734]
lead-headline-line-2: কূপ থেকে গ্যাস উত্তোলন: [1152, 167, 1497, 207]
